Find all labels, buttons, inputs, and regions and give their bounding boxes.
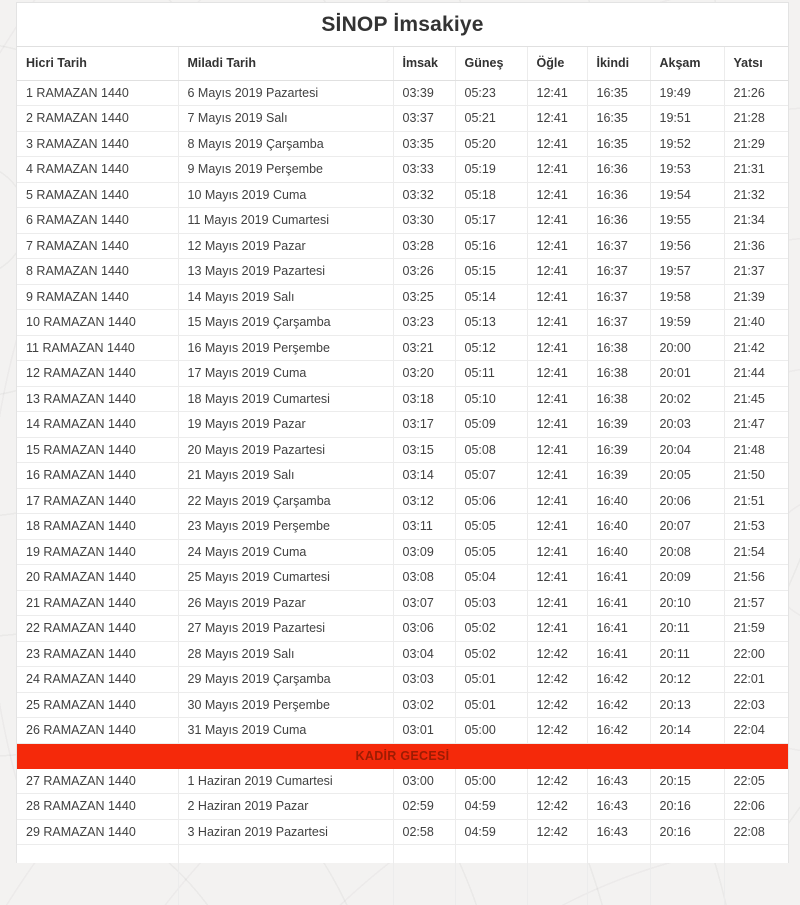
cell-ogle: 12:41 [527, 335, 587, 361]
cell-miladi-tarih: 28 Mayıs 2019 Salı [178, 641, 393, 667]
cell-gunes: 05:21 [455, 106, 527, 132]
column-header-imsak: İmsak [393, 47, 455, 81]
table-row [17, 80, 788, 106]
cell-hicri-tarih: 20 RAMAZAN 1440 [17, 565, 178, 591]
cell-gunes: 05:01 [455, 692, 527, 718]
cell-ogle: 12:41 [527, 565, 587, 591]
cell-gunes: 05:03 [455, 590, 527, 616]
cell-miladi-tarih: 26 Mayıs 2019 Pazar [178, 590, 393, 616]
cell-aksam: 19:57 [650, 259, 724, 285]
empty-cell [587, 845, 650, 905]
cell-yatsi: 21:39 [724, 284, 788, 310]
cell-imsak: 03:33 [393, 157, 455, 183]
cell-yatsi: 21:51 [724, 488, 788, 514]
table-row [17, 565, 788, 591]
column-header-aksam: Akşam [650, 47, 724, 81]
cell-ikindi: 16:37 [587, 310, 650, 336]
cell-yatsi: 21:53 [724, 514, 788, 540]
cell-imsak: 03:32 [393, 182, 455, 208]
cell-miladi-tarih: 3 Haziran 2019 Pazartesi [178, 819, 393, 845]
cell-aksam: 20:05 [650, 463, 724, 489]
cell-ikindi: 16:40 [587, 539, 650, 565]
cell-gunes: 05:05 [455, 539, 527, 565]
cell-aksam: 19:55 [650, 208, 724, 234]
cell-ogle: 12:41 [527, 539, 587, 565]
cell-ogle: 12:41 [527, 412, 587, 438]
cell-imsak: 03:07 [393, 590, 455, 616]
cell-ikindi: 16:41 [587, 641, 650, 667]
cell-gunes: 05:13 [455, 310, 527, 336]
cell-miladi-tarih: 14 Mayıs 2019 Salı [178, 284, 393, 310]
cell-hicri-tarih: 25 RAMAZAN 1440 [17, 692, 178, 718]
cell-hicri-tarih: 24 RAMAZAN 1440 [17, 667, 178, 693]
cell-ikindi: 16:41 [587, 565, 650, 591]
cell-yatsi: 21:26 [724, 80, 788, 106]
cell-gunes: 05:15 [455, 259, 527, 285]
cell-imsak: 03:08 [393, 565, 455, 591]
cell-ikindi: 16:43 [587, 794, 650, 820]
table-header-row [17, 47, 788, 81]
table-row [17, 437, 788, 463]
cell-aksam: 19:53 [650, 157, 724, 183]
cell-ikindi: 16:40 [587, 488, 650, 514]
cell-ikindi: 16:39 [587, 437, 650, 463]
kadir-gecesi-banner [17, 743, 788, 769]
empty-row [17, 845, 788, 905]
cell-aksam: 19:49 [650, 80, 724, 106]
table-row [17, 386, 788, 412]
table-row [17, 539, 788, 565]
table-row [17, 182, 788, 208]
cell-ogle: 12:42 [527, 718, 587, 744]
cell-imsak: 03:17 [393, 412, 455, 438]
cell-yatsi: 21:56 [724, 565, 788, 591]
cell-ogle: 12:42 [527, 769, 587, 794]
table-row [17, 335, 788, 361]
cell-ikindi: 16:43 [587, 769, 650, 794]
cell-ogle: 12:41 [527, 463, 587, 489]
cell-imsak: 03:35 [393, 131, 455, 157]
empty-cell [724, 845, 788, 905]
table-row [17, 667, 788, 693]
cell-hicri-tarih: 6 RAMAZAN 1440 [17, 208, 178, 234]
cell-yatsi: 21:36 [724, 233, 788, 259]
cell-hicri-tarih: 28 RAMAZAN 1440 [17, 794, 178, 820]
column-header-yatsi: Yatsı [724, 47, 788, 81]
cell-yatsi: 21:28 [724, 106, 788, 132]
cell-hicri-tarih: 14 RAMAZAN 1440 [17, 412, 178, 438]
cell-imsak: 03:23 [393, 310, 455, 336]
cell-gunes: 05:18 [455, 182, 527, 208]
table-row [17, 233, 788, 259]
cell-imsak: 03:09 [393, 539, 455, 565]
table-row [17, 769, 788, 794]
cell-ikindi: 16:42 [587, 718, 650, 744]
cell-ogle: 12:41 [527, 514, 587, 540]
table-row [17, 157, 788, 183]
cell-aksam: 20:15 [650, 769, 724, 794]
cell-aksam: 20:11 [650, 616, 724, 642]
table-row [17, 718, 788, 744]
cell-gunes: 05:11 [455, 361, 527, 387]
cell-gunes: 05:20 [455, 131, 527, 157]
cell-ikindi: 16:38 [587, 361, 650, 387]
cell-yatsi: 21:42 [724, 335, 788, 361]
cell-gunes: 05:16 [455, 233, 527, 259]
cell-gunes: 05:17 [455, 208, 527, 234]
cell-aksam: 20:16 [650, 819, 724, 845]
empty-cell [178, 845, 393, 905]
cell-hicri-tarih: 5 RAMAZAN 1440 [17, 182, 178, 208]
cell-aksam: 20:14 [650, 718, 724, 744]
cell-miladi-tarih: 18 Mayıs 2019 Cumartesi [178, 386, 393, 412]
cell-miladi-tarih: 19 Mayıs 2019 Pazar [178, 412, 393, 438]
cell-gunes: 05:04 [455, 565, 527, 591]
cell-aksam: 20:09 [650, 565, 724, 591]
cell-aksam: 19:52 [650, 131, 724, 157]
table-row [17, 259, 788, 285]
cell-gunes: 05:12 [455, 335, 527, 361]
cell-hicri-tarih: 4 RAMAZAN 1440 [17, 157, 178, 183]
cell-aksam: 19:58 [650, 284, 724, 310]
cell-hicri-tarih: 21 RAMAZAN 1440 [17, 590, 178, 616]
empty-cell [393, 845, 455, 905]
cell-yatsi: 22:04 [724, 718, 788, 744]
cell-imsak: 03:00 [393, 769, 455, 794]
cell-hicri-tarih: 29 RAMAZAN 1440 [17, 819, 178, 845]
cell-aksam: 20:11 [650, 641, 724, 667]
cell-ogle: 12:41 [527, 131, 587, 157]
cell-ikindi: 16:39 [587, 463, 650, 489]
cell-ogle: 12:41 [527, 437, 587, 463]
cell-imsak: 03:12 [393, 488, 455, 514]
cell-gunes: 05:01 [455, 667, 527, 693]
table-row [17, 361, 788, 387]
cell-aksam: 20:03 [650, 412, 724, 438]
cell-ikindi: 16:37 [587, 259, 650, 285]
table-row [17, 819, 788, 845]
cell-gunes: 05:07 [455, 463, 527, 489]
kadir-gecesi-label: KADİR GECESİ [17, 743, 788, 769]
cell-ogle: 12:41 [527, 182, 587, 208]
cell-miladi-tarih: 9 Mayıs 2019 Perşembe [178, 157, 393, 183]
cell-yatsi: 21:57 [724, 590, 788, 616]
cell-aksam: 19:56 [650, 233, 724, 259]
cell-gunes: 05:08 [455, 437, 527, 463]
cell-imsak: 03:28 [393, 233, 455, 259]
cell-gunes: 05:02 [455, 616, 527, 642]
cell-imsak: 03:26 [393, 259, 455, 285]
cell-ogle: 12:41 [527, 590, 587, 616]
cell-imsak: 03:06 [393, 616, 455, 642]
cell-gunes: 05:09 [455, 412, 527, 438]
empty-cell [17, 845, 178, 905]
cell-imsak: 03:21 [393, 335, 455, 361]
cell-imsak: 03:30 [393, 208, 455, 234]
cell-imsak: 03:25 [393, 284, 455, 310]
cell-hicri-tarih: 16 RAMAZAN 1440 [17, 463, 178, 489]
cell-miladi-tarih: 20 Mayıs 2019 Pazartesi [178, 437, 393, 463]
cell-aksam: 20:10 [650, 590, 724, 616]
cell-aksam: 19:51 [650, 106, 724, 132]
cell-miladi-tarih: 16 Mayıs 2019 Perşembe [178, 335, 393, 361]
cell-miladi-tarih: 6 Mayıs 2019 Pazartesi [178, 80, 393, 106]
cell-aksam: 20:01 [650, 361, 724, 387]
empty-cell [455, 845, 527, 905]
cell-yatsi: 22:00 [724, 641, 788, 667]
cell-aksam: 20:12 [650, 667, 724, 693]
cell-ogle: 12:41 [527, 157, 587, 183]
cell-miladi-tarih: 13 Mayıs 2019 Pazartesi [178, 259, 393, 285]
cell-gunes: 05:00 [455, 769, 527, 794]
cell-hicri-tarih: 27 RAMAZAN 1440 [17, 769, 178, 794]
cell-ikindi: 16:38 [587, 335, 650, 361]
cell-miladi-tarih: 30 Mayıs 2019 Perşembe [178, 692, 393, 718]
cell-imsak: 03:15 [393, 437, 455, 463]
cell-aksam: 19:54 [650, 182, 724, 208]
cell-aksam: 20:00 [650, 335, 724, 361]
cell-yatsi: 22:06 [724, 794, 788, 820]
cell-gunes: 05:00 [455, 718, 527, 744]
cell-gunes: 05:19 [455, 157, 527, 183]
table-row [17, 692, 788, 718]
cell-miladi-tarih: 1 Haziran 2019 Cumartesi [178, 769, 393, 794]
table-row [17, 641, 788, 667]
table-row [17, 514, 788, 540]
cell-imsak: 03:02 [393, 692, 455, 718]
cell-imsak: 03:37 [393, 106, 455, 132]
cell-hicri-tarih: 19 RAMAZAN 1440 [17, 539, 178, 565]
cell-hicri-tarih: 3 RAMAZAN 1440 [17, 131, 178, 157]
cell-ogle: 12:41 [527, 616, 587, 642]
cell-yatsi: 21:59 [724, 616, 788, 642]
cell-gunes: 04:59 [455, 819, 527, 845]
cell-gunes: 05:02 [455, 641, 527, 667]
cell-ogle: 12:41 [527, 80, 587, 106]
cell-yatsi: 22:08 [724, 819, 788, 845]
cell-miladi-tarih: 29 Mayıs 2019 Çarşamba [178, 667, 393, 693]
cell-imsak: 03:14 [393, 463, 455, 489]
cell-aksam: 20:07 [650, 514, 724, 540]
cell-yatsi: 22:03 [724, 692, 788, 718]
cell-hicri-tarih: 2 RAMAZAN 1440 [17, 106, 178, 132]
cell-miladi-tarih: 25 Mayıs 2019 Cumartesi [178, 565, 393, 591]
cell-ikindi: 16:42 [587, 692, 650, 718]
table-row [17, 794, 788, 820]
table-row [17, 131, 788, 157]
cell-imsak: 03:01 [393, 718, 455, 744]
cell-aksam: 19:59 [650, 310, 724, 336]
cell-hicri-tarih: 17 RAMAZAN 1440 [17, 488, 178, 514]
cell-aksam: 20:04 [650, 437, 724, 463]
cell-yatsi: 21:40 [724, 310, 788, 336]
cell-hicri-tarih: 1 RAMAZAN 1440 [17, 80, 178, 106]
cell-ogle: 12:41 [527, 284, 587, 310]
cell-ikindi: 16:43 [587, 819, 650, 845]
cell-yatsi: 21:29 [724, 131, 788, 157]
table-row [17, 284, 788, 310]
cell-imsak: 03:20 [393, 361, 455, 387]
cell-aksam: 20:13 [650, 692, 724, 718]
cell-miladi-tarih: 31 Mayıs 2019 Cuma [178, 718, 393, 744]
column-header-ogle: Öğle [527, 47, 587, 81]
cell-yatsi: 21:50 [724, 463, 788, 489]
cell-miladi-tarih: 15 Mayıs 2019 Çarşamba [178, 310, 393, 336]
cell-ogle: 12:41 [527, 233, 587, 259]
cell-ogle: 12:41 [527, 106, 587, 132]
cell-yatsi: 22:01 [724, 667, 788, 693]
cell-yatsi: 21:34 [724, 208, 788, 234]
table-row [17, 463, 788, 489]
empty-cell [527, 845, 587, 905]
cell-ogle: 12:41 [527, 208, 587, 234]
cell-miladi-tarih: 27 Mayıs 2019 Pazartesi [178, 616, 393, 642]
empty-cell [650, 845, 724, 905]
column-header-gunes: Güneş [455, 47, 527, 81]
cell-hicri-tarih: 11 RAMAZAN 1440 [17, 335, 178, 361]
column-header-miladi-tarih: Miladi Tarih [178, 47, 393, 81]
cell-miladi-tarih: 22 Mayıs 2019 Çarşamba [178, 488, 393, 514]
cell-miladi-tarih: 21 Mayıs 2019 Salı [178, 463, 393, 489]
cell-yatsi: 22:05 [724, 769, 788, 794]
cell-miladi-tarih: 12 Mayıs 2019 Pazar [178, 233, 393, 259]
cell-yatsi: 21:31 [724, 157, 788, 183]
cell-miladi-tarih: 23 Mayıs 2019 Perşembe [178, 514, 393, 540]
cell-ikindi: 16:39 [587, 412, 650, 438]
page-title: SİNOP İmsakiye [321, 12, 484, 36]
cell-ogle: 12:41 [527, 386, 587, 412]
cell-ogle: 12:41 [527, 259, 587, 285]
table-row [17, 412, 788, 438]
cell-hicri-tarih: 23 RAMAZAN 1440 [17, 641, 178, 667]
table-row [17, 488, 788, 514]
cell-yatsi: 21:44 [724, 361, 788, 387]
cell-miladi-tarih: 11 Mayıs 2019 Cumartesi [178, 208, 393, 234]
cell-ikindi: 16:42 [587, 667, 650, 693]
cell-yatsi: 21:47 [724, 412, 788, 438]
cell-ikindi: 16:41 [587, 616, 650, 642]
cell-gunes: 05:06 [455, 488, 527, 514]
cell-aksam: 20:08 [650, 539, 724, 565]
cell-hicri-tarih: 13 RAMAZAN 1440 [17, 386, 178, 412]
imsakiye-card [16, 2, 789, 863]
cell-ikindi: 16:37 [587, 233, 650, 259]
cell-hicri-tarih: 12 RAMAZAN 1440 [17, 361, 178, 387]
cell-ikindi: 16:40 [587, 514, 650, 540]
cell-imsak: 03:11 [393, 514, 455, 540]
column-header-hicri-tarih: Hicri Tarih [17, 47, 178, 81]
cell-miladi-tarih: 8 Mayıs 2019 Çarşamba [178, 131, 393, 157]
cell-hicri-tarih: 8 RAMAZAN 1440 [17, 259, 178, 285]
cell-ogle: 12:41 [527, 488, 587, 514]
cell-miladi-tarih: 10 Mayıs 2019 Cuma [178, 182, 393, 208]
cell-imsak: 02:59 [393, 794, 455, 820]
cell-yatsi: 21:45 [724, 386, 788, 412]
cell-yatsi: 21:54 [724, 539, 788, 565]
cell-yatsi: 21:48 [724, 437, 788, 463]
column-header-ikindi: İkindi [587, 47, 650, 81]
table-header [17, 47, 788, 81]
table-row [17, 208, 788, 234]
cell-imsak: 03:39 [393, 80, 455, 106]
cell-ikindi: 16:36 [587, 157, 650, 183]
prayer-times-table [17, 46, 788, 905]
cell-aksam: 20:06 [650, 488, 724, 514]
cell-miladi-tarih: 7 Mayıs 2019 Salı [178, 106, 393, 132]
table-row [17, 590, 788, 616]
cell-hicri-tarih: 22 RAMAZAN 1440 [17, 616, 178, 642]
cell-ogle: 12:42 [527, 692, 587, 718]
cell-ikindi: 16:37 [587, 284, 650, 310]
cell-ogle: 12:42 [527, 667, 587, 693]
cell-gunes: 05:10 [455, 386, 527, 412]
cell-ikindi: 16:38 [587, 386, 650, 412]
cell-ikindi: 16:36 [587, 182, 650, 208]
cell-ikindi: 16:35 [587, 131, 650, 157]
table-row [17, 616, 788, 642]
cell-hicri-tarih: 9 RAMAZAN 1440 [17, 284, 178, 310]
cell-ikindi: 16:35 [587, 106, 650, 132]
cell-hicri-tarih: 7 RAMAZAN 1440 [17, 233, 178, 259]
cell-ogle: 12:42 [527, 819, 587, 845]
cell-hicri-tarih: 18 RAMAZAN 1440 [17, 514, 178, 540]
cell-yatsi: 21:32 [724, 182, 788, 208]
table-body [17, 80, 788, 905]
cell-hicri-tarih: 26 RAMAZAN 1440 [17, 718, 178, 744]
table-row [17, 106, 788, 132]
cell-yatsi: 21:37 [724, 259, 788, 285]
cell-miladi-tarih: 24 Mayıs 2019 Cuma [178, 539, 393, 565]
cell-gunes: 05:14 [455, 284, 527, 310]
cell-ogle: 12:42 [527, 641, 587, 667]
cell-imsak: 02:58 [393, 819, 455, 845]
cell-miladi-tarih: 2 Haziran 2019 Pazar [178, 794, 393, 820]
cell-ikindi: 16:41 [587, 590, 650, 616]
cell-aksam: 20:16 [650, 794, 724, 820]
cell-ogle: 12:41 [527, 361, 587, 387]
cell-miladi-tarih: 17 Mayıs 2019 Cuma [178, 361, 393, 387]
cell-gunes: 05:05 [455, 514, 527, 540]
cell-imsak: 03:18 [393, 386, 455, 412]
cell-aksam: 20:02 [650, 386, 724, 412]
cell-hicri-tarih: 15 RAMAZAN 1440 [17, 437, 178, 463]
cell-ogle: 12:42 [527, 794, 587, 820]
cell-ikindi: 16:35 [587, 80, 650, 106]
cell-imsak: 03:04 [393, 641, 455, 667]
table-row [17, 310, 788, 336]
cell-hicri-tarih: 10 RAMAZAN 1440 [17, 310, 178, 336]
cell-gunes: 04:59 [455, 794, 527, 820]
cell-ikindi: 16:36 [587, 208, 650, 234]
cell-gunes: 05:23 [455, 80, 527, 106]
cell-ogle: 12:41 [527, 310, 587, 336]
cell-imsak: 03:03 [393, 667, 455, 693]
